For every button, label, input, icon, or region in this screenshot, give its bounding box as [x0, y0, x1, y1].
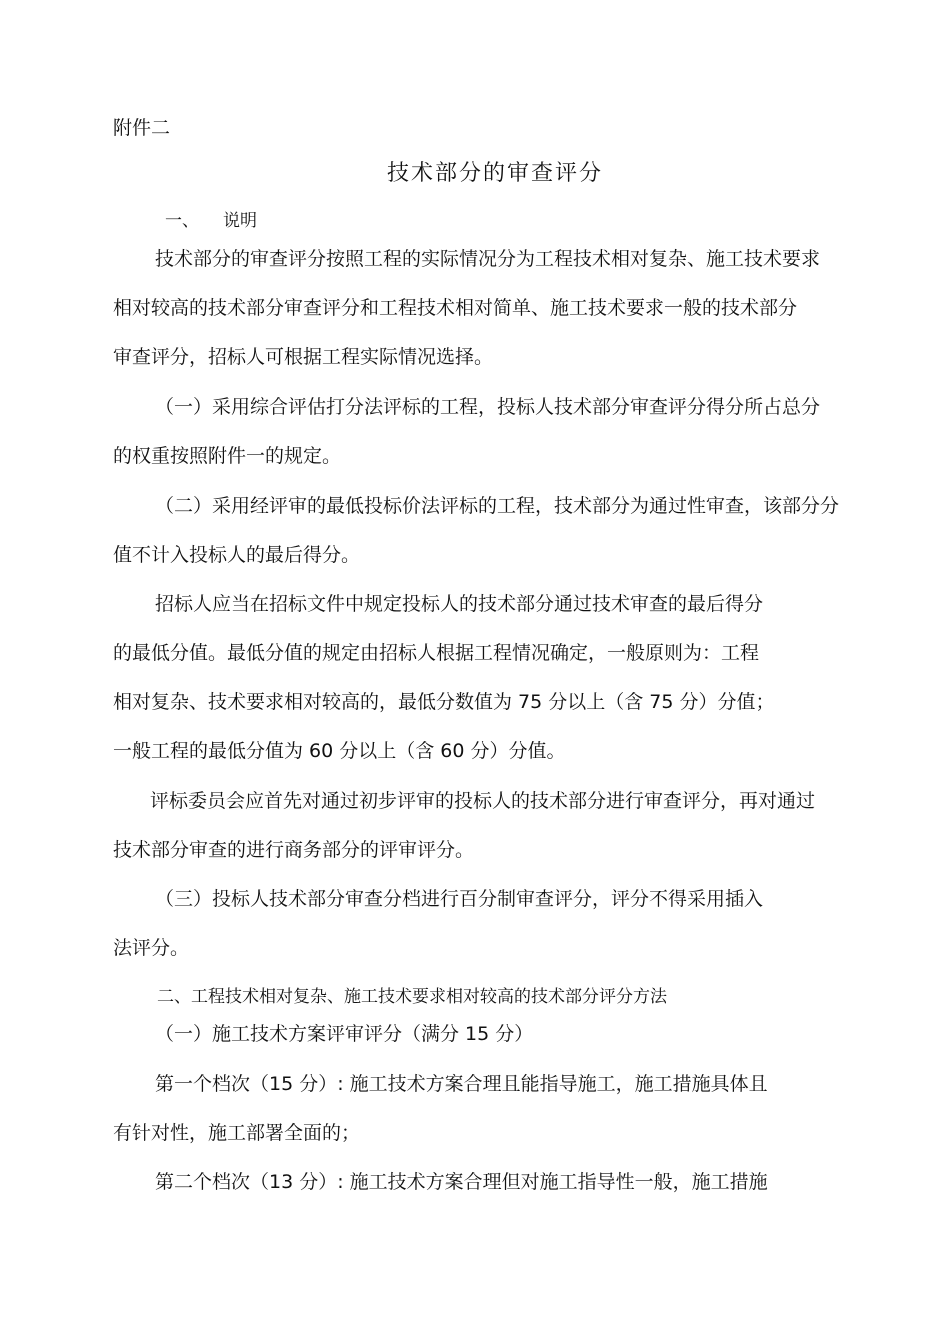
para5-line1: 评标委员会应首先对通过初步评审的投标人的技术部分进行审查评分，再对通过 — [150, 790, 816, 812]
para4-line1: 招标人应当在招标文件中规定投标人的技术部分通过技术审查的最后得分 — [155, 593, 764, 615]
para1-line2: 相对较高的技术部分审查评分和工程技术相对简单、施工技术要求一般的技术部分 — [113, 297, 798, 319]
para1-line1: 技术部分的审查评分按照工程的实际情况分为工程技术相对复杂、施工技术要求 — [155, 248, 821, 270]
para2-line1: （一）采用综合评估打分法评标的工程，投标人技术部分审查评分得分所占总分 — [155, 396, 821, 418]
tier2-line1: 第二个档次（13 分）: 施工技术方案合理但对施工指导性一般，施工措施 — [155, 1171, 768, 1193]
para1-line3: 审查评分，招标人可根据工程实际情况选择。 — [113, 346, 494, 368]
section1-heading-num: 一、 — [165, 211, 199, 231]
para3-line1: （二）采用经评审的最低投标价法评标的工程，技术部分为通过性审查，该部分分 — [155, 495, 840, 517]
para4-line2: 的最低分值。最低分值的规定由招标人根据工程情况确定，一般原则为：工程 — [113, 642, 760, 664]
para5-line2: 技术部分审查的进行商务部分的评审评分。 — [113, 839, 475, 861]
tier1-line2: 有针对性，施工部署全面的； — [113, 1122, 361, 1144]
para2-line2: 的权重按照附件一的规定。 — [113, 445, 342, 467]
page-title: 技术部分的审查评分 — [387, 161, 604, 186]
sub1-heading: （一）施工技术方案评审评分（满分 15 分） — [155, 1023, 534, 1045]
para3-line2: 值不计入投标人的最后得分。 — [113, 544, 361, 566]
para6-line1: （三）投标人技术部分审查分档进行百分制审查评分，评分不得采用插入 — [155, 888, 764, 910]
section2-heading: 二、工程技术相对复杂、施工技术要求相对较高的技术部分评分方法 — [157, 987, 667, 1007]
tier1-line1: 第一个档次（15 分）: 施工技术方案合理且能指导施工，施工措施具体且 — [155, 1073, 768, 1095]
section1-heading-text: 说明 — [223, 211, 257, 231]
para6-line2: 法评分。 — [113, 937, 190, 959]
para4-line3: 相对复杂、技术要求相对较高的，最低分数值为 75 分以上（含 75 分）分值； — [113, 691, 775, 713]
para4-line4: 一般工程的最低分值为 60 分以上（含 60 分）分值。 — [113, 740, 566, 762]
annex-label: 附件二 — [113, 117, 171, 139]
